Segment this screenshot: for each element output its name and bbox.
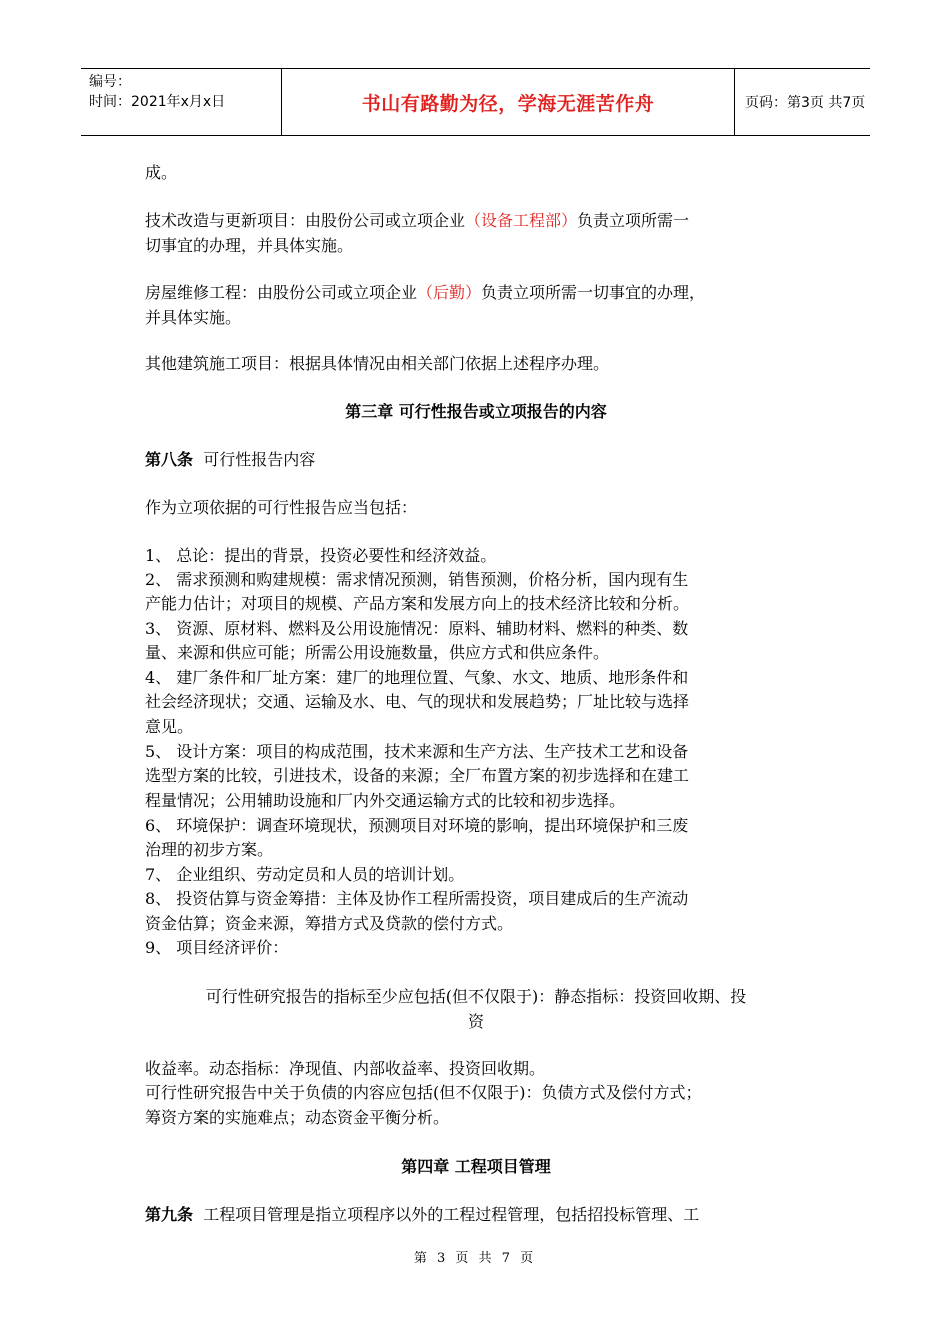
list-item: 5、 设计方案：项目的构成范围，技术来源和生产方法、生产技术工艺和设备 xyxy=(145,742,689,761)
text-line: 并具体实施。 xyxy=(145,308,242,327)
list-item: 4、 建厂条件和厂址方案：建厂的地理位置、气象、水文、地质、地形条件和 xyxy=(145,668,689,687)
list-item: 量、来源和供应可能；所需公用设施数量，供应方式和供应条件。 xyxy=(145,643,610,662)
article-label: 第九条 xyxy=(145,1205,194,1224)
list-item: 2、 需求预测和购建规模：需求情况预测，销售预测，价格分析，国内现有生 xyxy=(145,570,689,589)
text-line: 切事宜的办理，并具体实施。 xyxy=(145,236,354,255)
text-line: 作为立项依据的可行性报告应当包括： xyxy=(145,498,418,517)
header-motto: 书山有路勤为径，学海无涯苦作舟 xyxy=(361,92,655,115)
article-heading: 第九条 工程项目管理是指立项程序以外的工程过程管理，包括招投标管理、工 xyxy=(145,1205,700,1224)
list-item: 8、 投资估算与资金筹措：主体及协作工程所需投资，项目建成后的生产流动 xyxy=(145,889,689,908)
header-meta xyxy=(81,69,282,135)
list-item: 7、 企业组织、劳动定员和人员的培训计划。 xyxy=(145,865,465,884)
list-item: 1、 总论：提出的背景，投资必要性和经济效益。 xyxy=(145,546,497,565)
centered-line: 资 xyxy=(467,1012,484,1031)
header-motto-cell xyxy=(282,69,735,135)
list-item: 意见。 xyxy=(145,717,194,736)
page-header xyxy=(81,68,870,136)
text-line: 成。 xyxy=(145,163,178,182)
text-line: 技术改造与更新项目：由股份公司或立项企业（设备工程部）负责立项所需一 xyxy=(145,211,690,230)
text-line: 筹资方案的实施难点；动态资金平衡分析。 xyxy=(145,1108,450,1127)
list-item: 6、 环境保护：调查环境现状，预测项目对环境的影响，提出环境保护和三废 xyxy=(145,816,689,835)
header-page-info: 页码：第3页 共7页 xyxy=(745,95,866,111)
list-item: 程量情况；公用辅助设施和厂内外交通运输方式的比较和初步选择。 xyxy=(145,791,626,810)
list-item: 3、 资源、原材料、燃料及公用设施情况：原料、辅助材料、燃料的种类、数 xyxy=(145,619,689,638)
list-item: 治理的初步方案。 xyxy=(145,840,274,859)
time-label: 时间：2021年x月x日 xyxy=(89,94,226,110)
article-label: 第八条 xyxy=(145,450,194,469)
text-line: 房屋维修工程：由股份公司或立项企业（后勤）负责立项所需一切事宜的办理， xyxy=(145,283,706,302)
page-footer: 第 3 页 共 7 页 xyxy=(413,1251,537,1266)
code-label: 编号： xyxy=(89,74,131,90)
chapter-heading: 第四章 工程项目管理 xyxy=(401,1157,551,1176)
text-line: 收益率。动态指标：净现值、内部收益率、投资回收期。 xyxy=(145,1059,546,1078)
highlight-dept: （后勤） xyxy=(417,283,482,302)
list-item: 产能力估计；对项目的规模、产品方案和发展方向上的技术经济比较和分析。 xyxy=(145,594,690,613)
highlight-dept: （设备工程部） xyxy=(465,211,578,230)
list-item: 资金估算；资金来源，筹措方式及贷款的偿付方式。 xyxy=(145,914,514,933)
article-heading: 第八条 可行性报告内容 xyxy=(145,450,316,469)
list-item: 社会经济现状；交通、运输及水、电、气的现状和发展趋势；厂址比较与选择 xyxy=(145,692,690,711)
centered-line: 可行性研究报告的指标至少应包括(但不仅限于)：静态指标：投资回收期、投 xyxy=(205,987,747,1006)
text-line: 其他建筑施工项目：根据具体情况由相关部门依据上述程序办理。 xyxy=(145,354,610,373)
text-line: 可行性研究报告中关于负债的内容应包括(但不仅限于)：负债方式及偿付方式； xyxy=(145,1083,702,1102)
list-item: 9、 项目经济评价： xyxy=(145,938,289,957)
chapter-heading: 第三章 可行性报告或立项报告的内容 xyxy=(345,402,607,421)
list-item: 选型方案的比较，引进技术，设备的来源；全厂布置方案的初步选择和在建工 xyxy=(145,766,690,785)
